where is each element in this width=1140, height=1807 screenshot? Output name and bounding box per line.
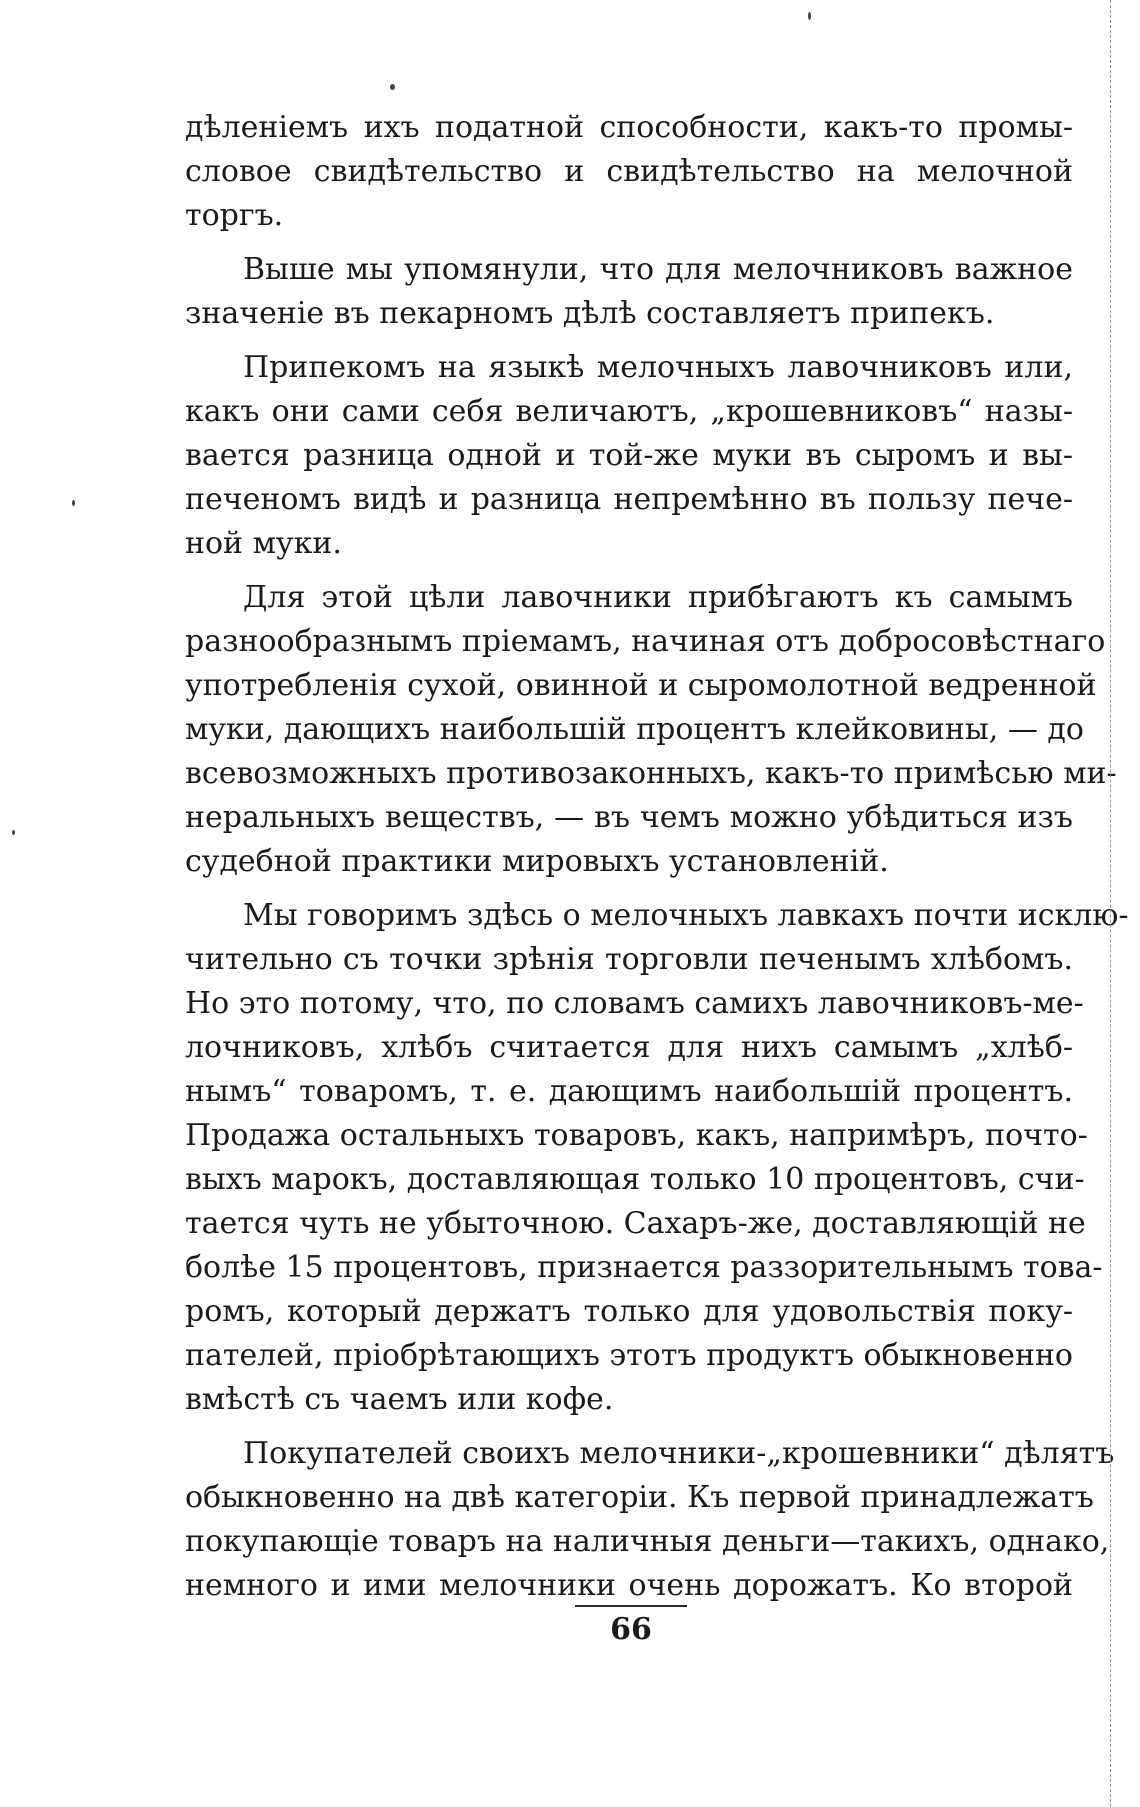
page-edge-line bbox=[1110, 0, 1111, 1807]
text-line: пателей, пріобрѣтающихъ этотъ продуктъ обыкновенно bbox=[185, 1338, 1073, 1373]
paragraph bbox=[185, 894, 1129, 1422]
text-line: неральныхъ веществъ, — въ чемъ можно убѣдиться изъ bbox=[185, 800, 1073, 835]
scan-speck bbox=[12, 830, 15, 835]
body-text bbox=[185, 106, 1129, 1608]
text-line: печеномъ видѣ и разница непремѣнно въ пользу пече- bbox=[185, 482, 1073, 517]
text-line: Продажа остальныхъ товаровъ, какъ, напримѣръ, почто- bbox=[185, 1118, 1088, 1153]
scan-speck bbox=[72, 500, 75, 506]
paragraph bbox=[185, 576, 1117, 884]
text-line: Но это потому, что, по словамъ самихъ лавочниковъ-ме- bbox=[185, 986, 1084, 1021]
text-line: муки, дающихъ наибольшій процентъ клейковины, — до bbox=[185, 712, 1084, 747]
text-line: Мы говоримъ здѣсь о мелочныхъ лавкахъ почти исклю- bbox=[243, 898, 1129, 933]
text-line: болѣе 15 процентовъ, признается раззорительнымъ това- bbox=[185, 1250, 1103, 1285]
scan-speck bbox=[808, 12, 811, 20]
text-line: ной муки. bbox=[185, 526, 342, 561]
text-line: словое свидѣтельство и свидѣтельство на мелочной bbox=[185, 154, 1073, 189]
text-line: чительно съ точки зрѣнія торговли печенымъ хлѣбомъ. bbox=[185, 942, 1073, 977]
text-line: какъ они сами себя величаютъ, „крошевниковъ“ назы- bbox=[185, 394, 1073, 429]
scan-speck bbox=[390, 84, 395, 90]
text-line: разнообразнымъ пріемамъ, начиная отъ добросовѣстнаго bbox=[185, 624, 1106, 659]
text-line: Выше мы упомянули, что для мелочниковъ важное bbox=[243, 252, 1073, 287]
text-line: употребленія сухой, овинной и сыромолотной ведренной bbox=[185, 668, 1097, 703]
text-line: судебной практики мировыхъ установленій. bbox=[185, 844, 889, 879]
text-line: значеніе въ пекарномъ дѣлѣ составляетъ припекъ. bbox=[185, 296, 995, 331]
paragraph bbox=[185, 1432, 1115, 1608]
text-line: дѣленіемъ ихъ податной способности, какъ-то промы- bbox=[185, 110, 1073, 145]
text-line: всевозможныхъ противозаконныхъ, какъ-то примѣсью ми- bbox=[185, 756, 1117, 791]
text-line: Для этой цѣли лавочники прибѣгаютъ къ самымъ bbox=[243, 580, 1073, 615]
text-line: вается разница одной и той-же муки въ сыромъ и вы- bbox=[185, 438, 1073, 473]
text-line: немного и ими мелочники очень дорожатъ. Ко второй bbox=[185, 1568, 1073, 1603]
page-number: 66 bbox=[610, 1612, 652, 1647]
paragraph bbox=[185, 248, 1073, 336]
text-line: нымъ“ товаромъ, т. е. дающимъ наибольшій процентъ. bbox=[185, 1074, 1073, 1109]
paragraph bbox=[185, 346, 1073, 566]
text-line: Припекомъ на языкѣ мелочныхъ лавочниковъ или, bbox=[243, 350, 1073, 385]
text-line: ромъ, который держатъ только для удовольствія поку- bbox=[185, 1294, 1073, 1329]
text-line: вмѣстѣ съ чаемъ или кофе. bbox=[185, 1382, 614, 1417]
paragraph bbox=[185, 106, 1073, 238]
text-line: выхъ марокъ, доставляющая только 10 процентовъ, счи- bbox=[185, 1162, 1085, 1197]
text-line: торгъ. bbox=[185, 198, 284, 233]
text-line: лочниковъ, хлѣбъ считается для нихъ самымъ „хлѣб- bbox=[185, 1030, 1073, 1065]
text-line: обыкновенно на двѣ категоріи. Къ первой принадлежатъ bbox=[185, 1480, 1094, 1515]
footer-rule bbox=[575, 1605, 687, 1607]
text-line: Покупателей своихъ мелочники-„крошевники“ дѣлятъ bbox=[243, 1436, 1115, 1471]
text-line: тается чуть не убыточною. Сахаръ-же, доставляющій не bbox=[185, 1206, 1086, 1241]
text-line: покупающіе товаръ на наличныя деньги—такихъ, однако, bbox=[185, 1524, 1110, 1559]
